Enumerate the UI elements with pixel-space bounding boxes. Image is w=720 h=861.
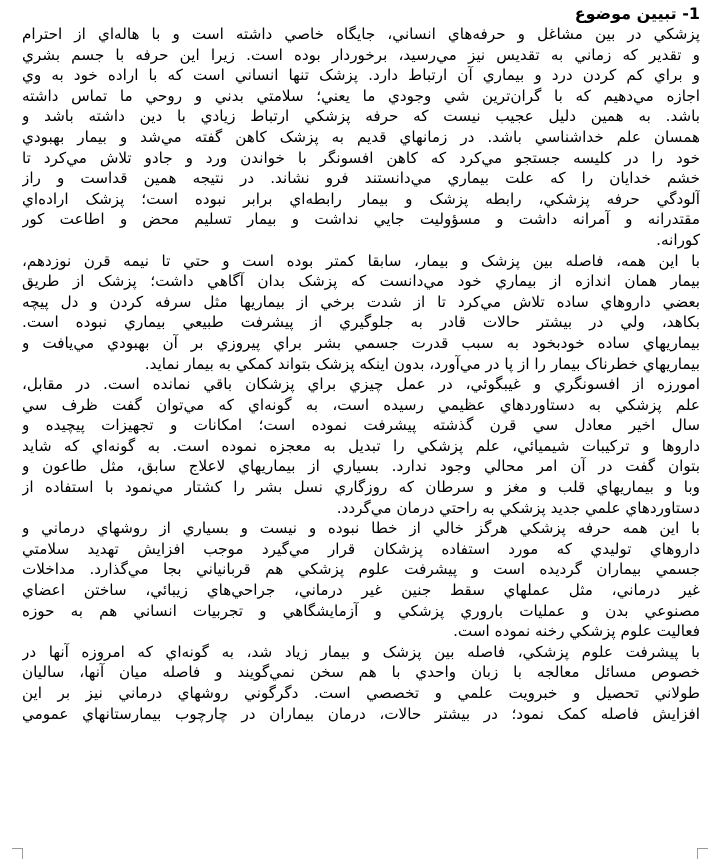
text-line: و براي کم کردن درد و بيماري آن ارتباط دارد. پزشک تنها انساني است که با اراده خود به وي	[22, 66, 700, 85]
text-line: بيماريهاي خطرناک بيمار را از پا در مي‌آورد، بدون اينکه پزشک بتواند کمکي به بيمار نمايد.	[144, 354, 700, 373]
text-line: کورانه.	[656, 230, 700, 249]
text-line: غير درماني، مثل عملهاي سقط جنين غير درماني، جراحي‌هاي زيبائي، ساختن اعضاي	[22, 581, 700, 600]
text-line: با پيشرفت علوم پزشکي، فاصله بين پزشک و بيمار زياد شد، به گونه‌اي که امروزه آنها در	[22, 642, 700, 661]
text-line: بيماريهاي ساده خودبخود به سبب قدرت جسمي بشر براي پيروزي بر آن بهبودي مي‌يافت و	[22, 333, 700, 352]
text-line: علم پزشکي به دستاوردهاي عظيمي رسيده است، به گونه‌اي که مي‌توان گفت ظرف سي	[22, 395, 700, 414]
text-line: سال اخير معادل سي قرن گذشته پيشرفت نموده است؛ امکانات و تجهيزات پيچيده و	[22, 416, 700, 435]
text-line: جسمي بيماران گرديده است و پيشرفت علوم پزشکي هم قربانياني بجا مي‌گذارد. مداخلات	[22, 560, 700, 579]
text-line: داروها و ترکيبات شيميائي، علم پزشکي را تبديل به معجزه نموده است. به گونه‌اي که شايد	[22, 436, 700, 455]
text-line: با اين همه، فاصله بين پزشک و بيمار، سابقا کمتر بوده است و حتي تا نيمه قرن نوزدهم،	[22, 251, 700, 270]
text-line: داروهاي توليدي که مورد استفاده پزشکان قرار مي‌گيرد موجب افزايش تهديد سلامتي	[22, 539, 700, 558]
text-line: بتوان گفت در آن امر محالي وجود ندارد. بسياري از بيماريهاي لاعلاج سابق، مثل طاعون و	[22, 457, 700, 476]
text-line: دستاوردهاي علمي جديد پزشکي به راحتي درمان مي‌گردد.	[336, 498, 700, 517]
text-line: آلودگي حرفه پزشکي، رابطه پزشک و بيمار رابطه‌اي برابر نبوده است؛ پزشک اراده‌اي	[22, 189, 700, 208]
text-line: خود را در کليسه جستجو مي‌کرد که کاهن افسونگر با خواندن ورد و جادو تلاش مي‌کرد تا	[22, 148, 700, 167]
text-line: بيمار همان اندازه از بيماري خود مي‌دانست که پزشک بدان آگاهي داشت؛ پزشک از طريق	[22, 272, 700, 291]
text-line: وبا و بيماريهاي قلب و مغز و سرطان که روزگاري نسل بشر را کشتار مي‌نمود با استفاده از	[22, 478, 700, 497]
page-corner-mark-left	[12, 848, 23, 859]
text-line: خشم خدايان را که علت بيماري مي‌دانستند فرو نشاند. در نتيجه همين قداست و راز	[22, 169, 700, 188]
section-heading: 1- تبيين موضوع	[574, 4, 700, 23]
text-line: امورزه از افسونگري و غيبگوئي، در عمل چيزي براي پزشکان باقي نمانده است. در مقابل،	[22, 375, 700, 394]
text-line: فعاليت علوم پزشکي رخنه نموده است.	[453, 622, 700, 641]
text-line: خصوص مسائل معالجه با زبان واحدي با هم سخن نمي‌گويند و فاصله ميان آنها، ساليان	[22, 663, 700, 682]
text-line: و تقدير که زماني به تقديس نيز مي‌رسيد، برخوردار بوده است. زيرا اين حرفه با جسم بشري	[22, 45, 700, 64]
document-page	[22, 4, 700, 724]
text-line: با اين همه حرفه پزشکي هرگز خالي از خطا نبوده و نيست و بسياري از روشهاي درماني و	[22, 519, 700, 538]
text-line: همسان علم خداشناسي باشد. در زمانهاي قديم به پزشک کاهن گفته مي‌شد و بيمار بهبودي	[22, 127, 700, 146]
text-line: طولاني تحصيل و خبرويت علمي و تخصصي است. دگرگوني روشهاي درماني نيز بر اين	[22, 684, 700, 702]
text-line: باشد. به همين دليل عجيب نيست که حرفه پزشکي ارتباط زيادي با دين داشته باشد و	[22, 107, 700, 126]
text-line: پزشکي در بين مشاغل و حرفه‌هاي انساني، جايگاه خاصي داشته است و با هاله‌اي از احترام	[22, 25, 700, 43]
text-line: مقتدرانه و آمرانه داشت و مسؤوليت جايي نداشت و بيمار تسليم محض و اطاعت کور	[22, 210, 700, 229]
page-corner-mark-right	[697, 848, 708, 859]
body-text	[22, 24, 700, 724]
text-line: مصنوعي بدن و عمليات باروري پزشکي و آزمايشگاهي و تجربيات انساني هم به حوزه	[22, 601, 700, 620]
text-line: بکاهد، ولي در بيشتر حالات قادر به جلوگيري از پيشرفت طبيعي بيماري نبوده است.	[22, 313, 700, 332]
text-line: بعضي داروهاي ساده تلاش مي‌کرد تا از شدت برخي از بيماريها مثل سرفه کردن و دل پيچه	[22, 292, 700, 311]
text-line: افزايش فاصله کمک نمود؛ در بيشتر حالات، درمان بيماران در چارچوب بيمارستانهاي عمومي	[22, 704, 700, 723]
text-line: اجازه مي‌دهيم که با گران‌ترين شي وجودي ما يعني؛ سلامتي بدني و روحي ما تماس داشته	[22, 86, 700, 105]
